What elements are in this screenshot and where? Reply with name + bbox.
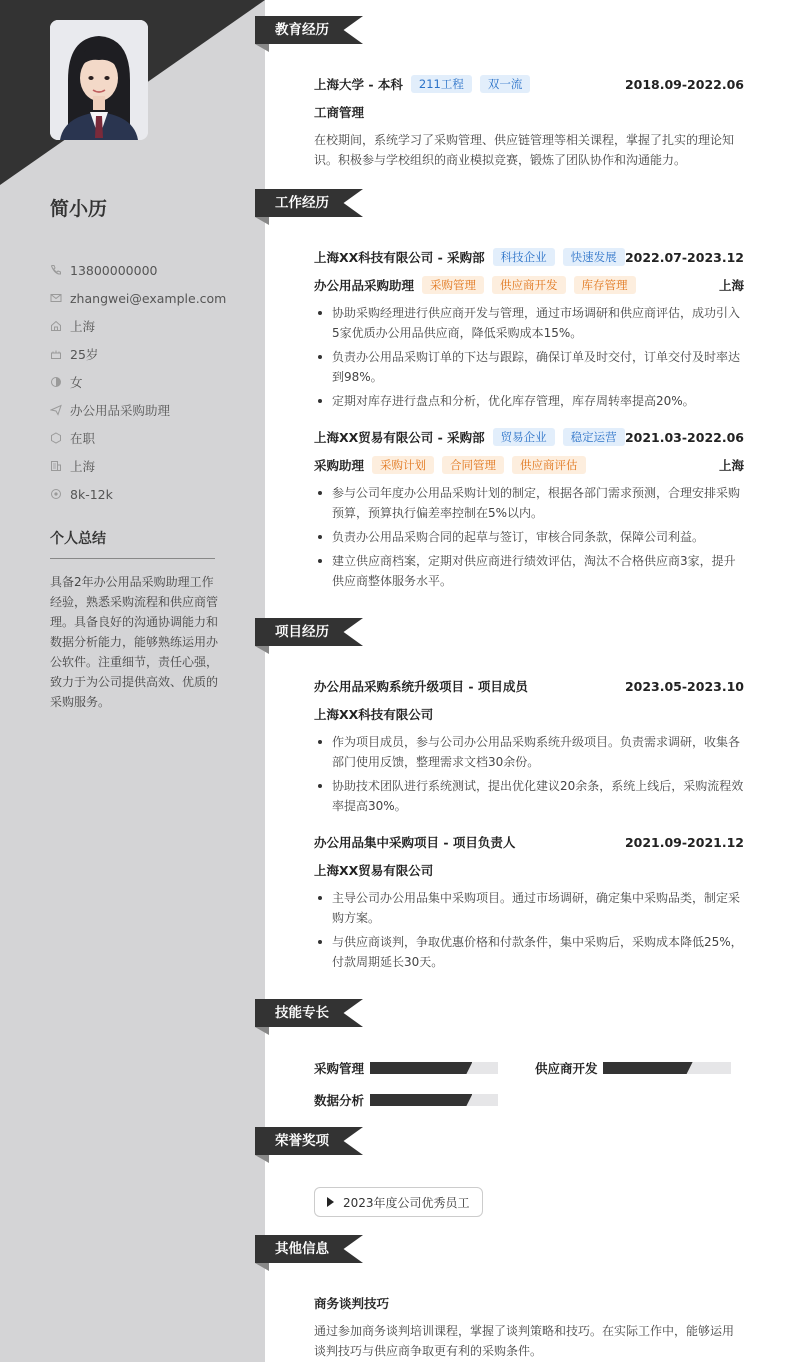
- work-entry: [314, 247, 744, 415]
- skill-bar-fill: [603, 1062, 693, 1074]
- role-tag: 供应商评估: [512, 456, 586, 474]
- send-icon: [50, 404, 62, 416]
- work-date: 2021.03-2022.06: [624, 429, 744, 445]
- list-item: 建立供应商档案，定期对供应商进行绩效评估，淘汰不合格供应商3家，提升供应商整体服务水平。: [314, 551, 744, 591]
- sidebar: [0, 0, 265, 1362]
- school-tag: 双一流: [480, 75, 531, 93]
- education-date: 2018.09-2022.06: [624, 76, 744, 92]
- skill-bar: [603, 1062, 731, 1074]
- play-icon: [327, 1197, 334, 1207]
- list-item: 负责办公用品采购合同的起草与签订，审核合同条款，保障公司利益。: [314, 527, 744, 547]
- company-tag: 贸易企业: [493, 428, 555, 446]
- section-title: 工作经历: [275, 195, 329, 211]
- salary-icon: [50, 488, 62, 500]
- school-name: 上海大学 - 本科: [314, 77, 403, 92]
- project-title: 办公用品集中采购项目 - 项目负责人: [314, 835, 516, 850]
- home-icon: [50, 320, 62, 332]
- info-email: [50, 284, 250, 312]
- other-description: 通过参加商务谈判培训课程，掌握了谈判策略和技巧。在实际工作中，能够运用谈判技巧与供应商争取更有利的采购条件。: [314, 1324, 735, 1358]
- project-bullets: [314, 732, 744, 816]
- list-item: 负责办公用品采购订单的下达与跟踪，确保订单及时交付，订单交付及时率达到98%。: [314, 347, 744, 387]
- info-location: [50, 312, 250, 340]
- info-text: 8k-12k: [70, 486, 113, 502]
- status-icon: [50, 432, 62, 444]
- skill-item: [535, 1058, 731, 1078]
- major: 工商管理: [314, 105, 365, 120]
- work-entry: [314, 427, 744, 595]
- age-icon: [50, 348, 62, 360]
- work-bullets: [314, 483, 744, 591]
- info-text: zhangwei@example.com: [70, 290, 227, 306]
- summary-title: 个人总结: [50, 528, 215, 559]
- list-item: 作为项目成员，参与公司办公用品采购系统升级项目。负责需求调研，收集各部门使用反馈，整理需求文档30余份。: [314, 732, 744, 772]
- job-role: 采购助理: [314, 458, 365, 473]
- education-description: 在校期间，系统学习了采购管理、供应链管理等相关课程，掌握了扎实的理论知识。积极参与学校组织的商业模拟竞赛，锻炼了团队协作和沟通能力。: [314, 133, 735, 167]
- role-tag: 合同管理: [442, 456, 504, 474]
- role-tag: 采购计划: [372, 456, 434, 474]
- list-item: 协助采购经理进行供应商开发与管理，通过市场调研和供应商评估，成功引入5家优质办公用品供应商，降低采购成本15%。: [314, 303, 744, 343]
- section-title: 项目经历: [275, 624, 329, 640]
- role-tag: 供应商开发: [492, 276, 566, 294]
- work-date: 2022.07-2023.12: [624, 249, 744, 265]
- info-target-job: [50, 396, 250, 424]
- project-company: 上海XX科技有限公司: [314, 707, 434, 722]
- list-item: 定期对库存进行盘点和分析，优化库存管理，库存周转率提高20%。: [314, 391, 744, 411]
- info-text: 13800000000: [70, 262, 158, 278]
- company-tag: 稳定运营: [563, 428, 625, 446]
- project-date: 2021.09-2021.12: [624, 834, 744, 850]
- award-text: 2023年度公司优秀员工: [343, 1195, 470, 1210]
- project-title: 办公用品采购系统升级项目 - 项目成员: [314, 679, 528, 694]
- section-title: 其他信息: [275, 1241, 329, 1257]
- info-text: 在职: [70, 431, 96, 446]
- skill-bar-fill: [370, 1094, 472, 1106]
- info-phone: [50, 256, 250, 284]
- other-entry: [314, 1293, 744, 1361]
- list-item: 主导公司办公用品集中采购项目。通过市场调研，确定集中采购品类，制定采购方案。: [314, 888, 744, 928]
- list-item: 参与公司年度办公用品采购计划的制定，根据各部门需求预测，合理安排采购预算，预算执行偏差率控制在5%以内。: [314, 483, 744, 523]
- skill-bar: [370, 1062, 498, 1074]
- section-title: 教育经历: [275, 22, 329, 38]
- job-role: 办公用品采购助理: [314, 278, 415, 293]
- skill-item: [314, 1058, 498, 1078]
- other-title: 商务谈判技巧: [314, 1296, 390, 1311]
- profile-name: 简小历: [50, 198, 108, 220]
- avatar: [50, 20, 148, 140]
- main-content: [255, 0, 794, 1362]
- mail-icon: [50, 292, 62, 304]
- education-entry: [314, 74, 744, 170]
- phone-icon: [50, 264, 62, 276]
- work-city: 上海: [718, 278, 744, 293]
- project-entry: [314, 832, 744, 976]
- company-tag: 科技企业: [493, 248, 555, 266]
- role-tag: 采购管理: [422, 276, 484, 294]
- info-salary: [50, 480, 250, 508]
- info-text: 办公用品采购助理: [70, 403, 171, 418]
- section-title: 荣誉奖项: [275, 1133, 329, 1149]
- skill-name: 采购管理: [314, 1061, 365, 1076]
- award-item: [314, 1187, 483, 1217]
- company-tag: 快速发展: [563, 248, 625, 266]
- info-text: 上海: [70, 459, 96, 474]
- project-entry: [314, 676, 744, 820]
- work-city: 上海: [718, 458, 744, 473]
- company-name: 上海XX贸易有限公司 - 采购部: [314, 430, 485, 445]
- info-text: 女: [70, 375, 83, 390]
- contact-info-list: [50, 256, 250, 508]
- avatar-portrait: [50, 20, 148, 140]
- school-tag: 211工程: [411, 75, 472, 93]
- info-target-city: [50, 452, 250, 480]
- skill-name: 数据分析: [314, 1093, 365, 1108]
- section-title: 技能专长: [275, 1005, 329, 1021]
- info-text: 25岁: [70, 347, 99, 362]
- project-date: 2023.05-2023.10: [624, 678, 744, 694]
- skill-bar-fill: [370, 1062, 472, 1074]
- project-company: 上海XX贸易有限公司: [314, 863, 434, 878]
- info-gender: [50, 368, 250, 396]
- info-status: [50, 424, 250, 452]
- list-item: 与供应商谈判，争取优惠价格和付款条件，集中采购后，采购成本降低25%，付款周期延长30天。: [314, 932, 744, 972]
- building-icon: [50, 460, 62, 472]
- gender-icon: [50, 376, 62, 388]
- list-item: 协助技术团队进行系统测试，提出优化建议20余条，系统上线后，采购流程效率提高30%。: [314, 776, 744, 816]
- info-age: [50, 340, 250, 368]
- skill-item: [314, 1090, 498, 1110]
- work-bullets: [314, 303, 744, 411]
- role-tag: 库存管理: [574, 276, 636, 294]
- info-text: 上海: [70, 319, 96, 334]
- skill-name: 供应商开发: [535, 1061, 598, 1076]
- company-name: 上海XX科技有限公司 - 采购部: [314, 250, 485, 265]
- project-bullets: [314, 888, 744, 972]
- summary-text: 具备2年办公用品采购助理工作经验，熟悉采购流程和供应商管理。具备良好的沟通协调能力和数据分析能力，能够熟练运用办公软件。注重细节，责任心强，致力于为公司提供高效、优质的采购服务。: [50, 575, 219, 709]
- skill-bar: [370, 1094, 498, 1106]
